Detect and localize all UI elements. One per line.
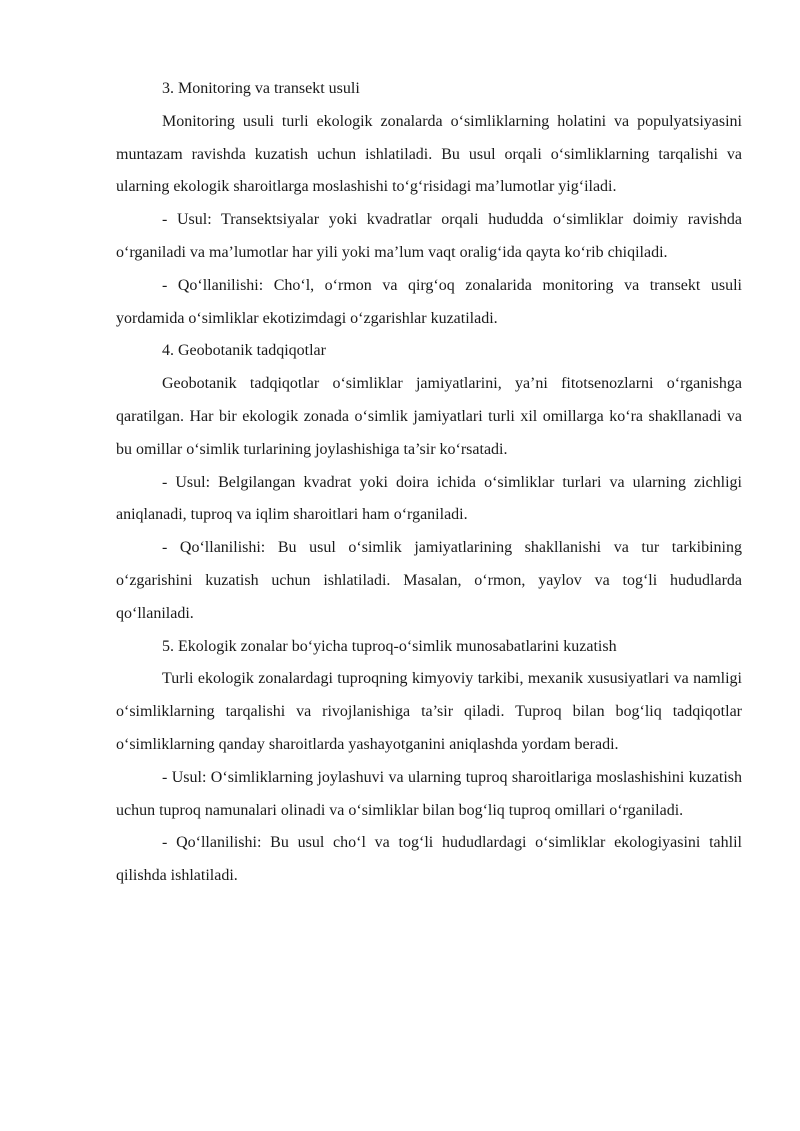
section-heading: 3. Monitoring va transekt usuli [162, 80, 360, 97]
section-heading: 5. Ekologik zonalar bo‘yicha tuproq-o‘simlik munosabatlarini kuzatish [162, 637, 617, 655]
paragraph: - Qo‘llanilishi: Bu usul cho‘l va tog‘li hududlardagi o‘simliklar ekologiyasini tahlil qilishda ishlatiladi. [116, 834, 742, 885]
paragraph: Turli ekologik zonalardagi tuproqning kimyoviy tarkibi, mexanik xususiyatlari va namligi o‘simliklarning tarqalishi va rivojlanishiga ta’sir qiladi. Tuproq bilan bog‘liq tadqiqotlar o‘simliklarning qanday sharoitlarda yashayotganini aniqlashda yordam beradi. [116, 670, 742, 753]
paragraph: - Usul: Transektsiyalar yoki kvadratlar orqali hududda o‘simliklar doimiy ravishda o‘rganiladi va ma’lumotlar har yili yoki ma’lum vaqt oralig‘ida qayta ko‘rib chiqiladi. [116, 211, 742, 261]
document-body [116, 73, 742, 893]
paragraph: - Qo‘llanilishi: Cho‘l, o‘rmon va qirg‘oq zonalarida monitoring va transekt usuli yordamida o‘simliklar ekotizimdagi o‘zgarishlar kuzatiladi. [116, 276, 742, 327]
section-heading: 4. Geobotanik tadqiqotlar [162, 342, 326, 360]
paragraph: Geobotanik tadqiqotlar o‘simliklar jamiyatlarini, ya’ni fitotsenozlarni o‘rganishga qaratilgan. Har bir ekologik zonada o‘simlik jamiyatlari turli xil omillarga ko‘ra shakllanadi va bu omillar o‘simlik turlarining joylashishiga ta’sir ko‘rsatadi. [116, 375, 742, 458]
paragraph: Monitoring usuli turli ekologik zonalarda o‘simliklarning holatini va populyatsiyasini muntazam ravishda kuzatish uchun ishlatiladi. Bu usul orqali o‘simliklarning tarqalishi va ularning ekologik sharoitlarga moslashishi to‘g‘risidagi ma’lumotlar yig‘iladi. [116, 112, 742, 196]
paragraph: - Usul: Belgilangan kvadrat yoki doira ichida o‘simliklar turlari va ularning zichligi aniqlanadi, tuproq va iqlim sharoitlari ham o‘rganiladi. [116, 473, 742, 524]
paragraph: - Usul: O‘simliklarning joylashuvi va ularning tuproq sharoitlariga moslashishini kuzatish uchun tuproq namunalari olinadi va o‘simliklar bilan bog‘liq tuproq omillari o‘rganiladi. [116, 768, 742, 819]
paragraph: - Qo‘llanilishi: Bu usul o‘simlik jamiyatlarining shakllanishi va tur tarkibining o‘zgarishini kuzatish uchun ishlatiladi. Masalan, o‘rmon, yaylov va tog‘li hududlarda qo‘llaniladi. [116, 539, 742, 622]
